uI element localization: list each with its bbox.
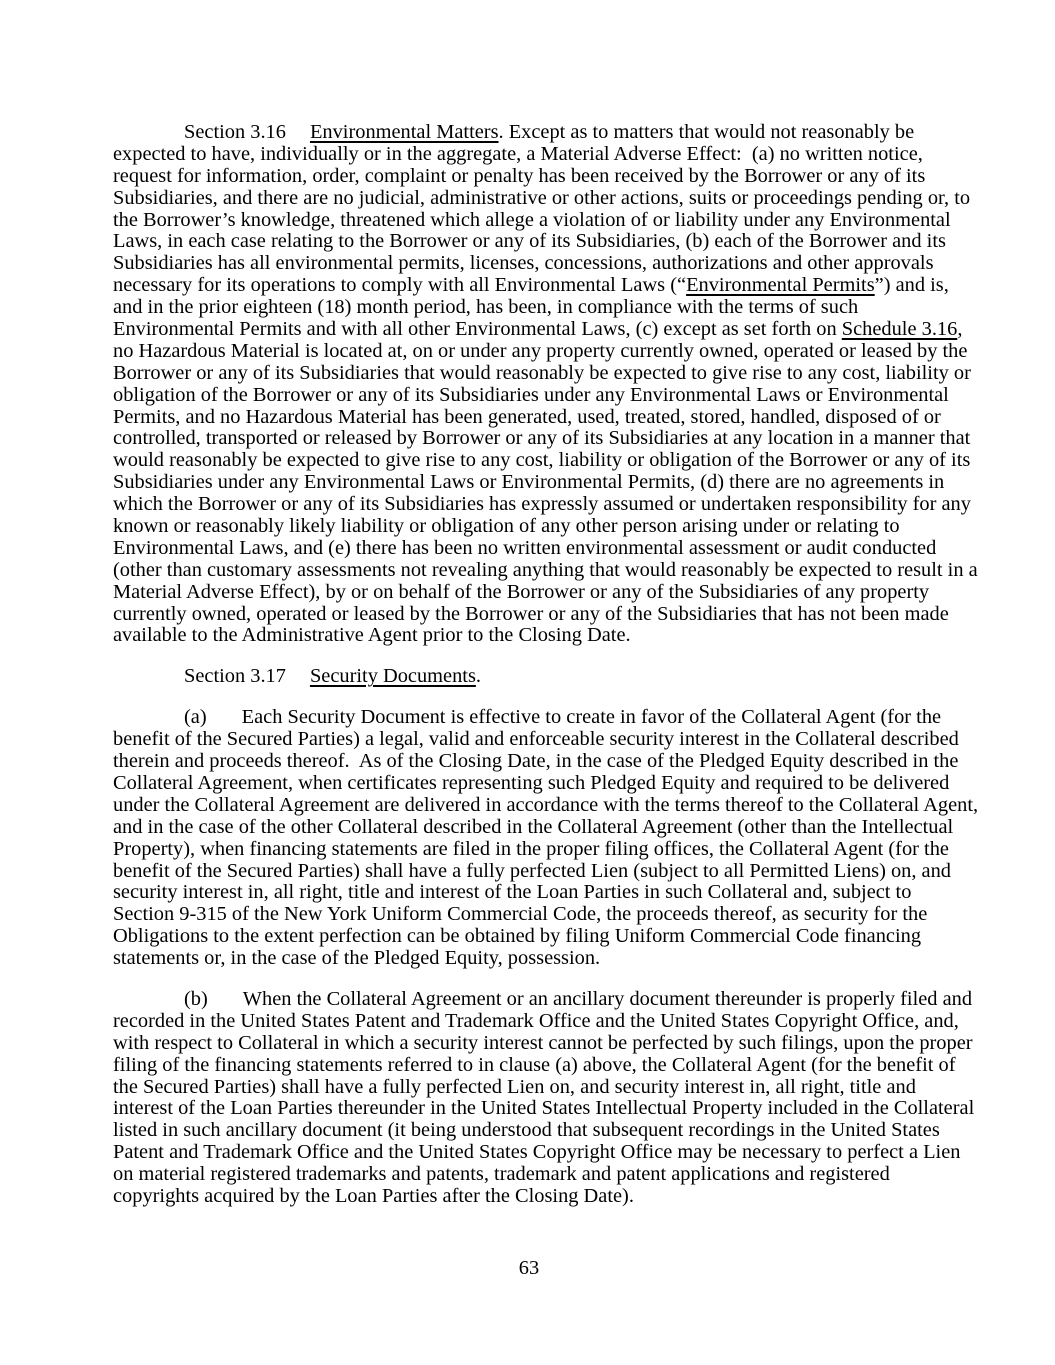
- underlined-text: Environmental Matters: [309, 121, 499, 143]
- text-line: benefit of the Secured Parties) a legal, valid and enforceable security interest in the Collateral described: [113, 728, 959, 751]
- text-line: Property), when financing statements are filed in the proper filing offices, the Collateral Agent (for the: [113, 837, 949, 860]
- text-line: Permits, and no Hazardous Material has been generated, used, treated, stored, handled, disposed of or: [113, 405, 941, 428]
- text-line: the Borrower’s knowledge, threatened which allege a violation of or liability under any Environmental: [113, 208, 951, 231]
- text-line: obligation of the Borrower or any of its Subsidiaries under any Environmental Laws or Environmental: [113, 383, 949, 406]
- tab-space: [286, 137, 310, 138]
- text-line: therein and proceeds thereof. As of the Closing Date, in the case of the Pledged Equity described in the: [113, 750, 959, 773]
- section-3-17-heading: [113, 666, 945, 688]
- text-line: Obligations to the extent perfection can be obtained by filing Uniform Commercial Code financing: [113, 925, 922, 948]
- text-line: copyrights acquired by the Loan Parties after the Closing Date).: [113, 1184, 634, 1207]
- text-line: interest of the Loan Parties thereunder in the United States Intellectual Property included in the Collateral: [113, 1097, 975, 1120]
- text-line: expected to have, individually or in the aggregate, a Material Adverse Effect: (a) no written notice,: [113, 142, 923, 165]
- text-line: which the Borrower or any of its Subsidiaries has expressly assumed or undertaken responsibility for any: [113, 493, 971, 516]
- tab-space: [286, 681, 310, 682]
- text-line: filing of the financing statements referred to in clause (a) above, the Collateral Agent (for the benefit of: [113, 1053, 956, 1076]
- underlined-text: Schedule 3.16: [841, 318, 958, 341]
- text-line: recorded in the United States Patent and Trademark Office and the United States Copyright Office, and,: [113, 1009, 959, 1032]
- text-line: currently owned, operated or leased by the Borrower or any of the Subsidiaries that has not been made: [113, 602, 949, 625]
- text-line: under the Collateral Agreement are delivered in accordance with the terms thereof to the Collateral Agent,: [113, 793, 979, 816]
- text-line: Borrower or any of its Subsidiaries that would reasonably be expected to give rise to any cost, liability or: [113, 361, 971, 384]
- text-line: with respect to Collateral in which a security interest cannot be perfected by such filings, upon the proper: [113, 1031, 973, 1054]
- text-line: available to the Administrative Agent prior to the Closing Date.: [113, 624, 631, 647]
- text-line: Environmental Permits and with all other Environmental Laws, (c) except as set forth on Schedule 3.16,: [113, 318, 963, 341]
- text-line: Environmental Laws, and (e) there has been no written environmental assessment or audit conducted: [113, 536, 937, 559]
- text-line: no Hazardous Material is located at, on or under any property currently owned, operated or leased by the: [113, 339, 968, 362]
- text-line: Subsidiaries under any Environmental Laws or Environmental Permits, (d) there are no agreements in: [113, 471, 945, 494]
- text-line: (other than customary assessments not revealing anything that would reasonably be expected to result in a: [113, 558, 978, 581]
- text-line: Laws, in each case relating to the Borrower or any of its Subsidiaries, (b) each of the Borrower and its: [113, 230, 946, 253]
- text-line: and in the prior eighteen (18) month period, has been, in compliance with the terms of such: [113, 296, 859, 319]
- text-line: Section 3.17 Security Documents.: [184, 665, 481, 688]
- text-line: Collateral Agreement, when certificates representing such Pledged Equity and required to be delivered: [113, 771, 950, 794]
- text-line: Section 3.16 Environmental Matters. Except as to matters that would not reasonably be: [184, 121, 915, 143]
- text-line: known or reasonably likely liability or obligation of any other person arising under or relating to: [113, 515, 900, 538]
- document-body: [113, 121, 979, 1280]
- section-3-16-environmental-matters: [113, 121, 978, 647]
- text-line: (a) Each Security Document is effective to create in favor of the Collateral Agent (for the: [184, 706, 942, 729]
- text-line: security interest in, all right, title and interest of the Loan Parties in such Collateral and, subject to: [113, 881, 912, 904]
- page-number: 63: [518, 1256, 540, 1279]
- text-line: listed in such ancillary document (it being understood that subsequent recordings in the United States: [113, 1119, 940, 1142]
- text-line: Patent and Trademark Office and the United States Copyright Office may be necessary to perfect a Lien: [113, 1141, 961, 1164]
- tab-space: [207, 722, 242, 723]
- section-3-17-paragraph-b: [113, 987, 975, 1208]
- underlined-text: Security Documents: [309, 665, 476, 688]
- text-line: the Secured Parties) shall have a fully perfected Lien on, and security interest in, all right, title and: [113, 1075, 916, 1098]
- text-line: Section 9-315 of the New York Uniform Commercial Code, the proceeds thereof, as security for the: [113, 903, 928, 926]
- text-line: controlled, transported or released by Borrower or any of its Subsidiaries at any location in a manner that: [113, 427, 971, 450]
- text-line: (b) When the Collateral Agreement or an ancillary document thereunder is properly filed and: [184, 987, 973, 1010]
- text-line: request for information, order, complaint or penalty has been received by the Borrower or any of its: [113, 164, 926, 187]
- text-line: necessary for its operations to comply with all Environmental Laws (“Environmental Permits”) and is,: [113, 274, 949, 297]
- text-line: Subsidiaries has all environmental permits, licenses, concessions, authorizations and other approvals: [113, 252, 934, 275]
- section-3-17-paragraph-a: [113, 706, 979, 970]
- text-line: would reasonably be expected to give rise to any cost, liability or obligation of the Borrower or any of its: [113, 449, 971, 472]
- text-line: Material Adverse Effect), by or on behalf of the Borrower or any of the Subsidiaries of any property: [113, 580, 930, 603]
- underlined-text: Environmental Permits: [686, 274, 875, 297]
- text-line: and in the case of the other Collateral described in the Collateral Agreement (other than the Intellectual: [113, 815, 954, 838]
- text-line: Subsidiaries, and there are no judicial, administrative or other actions, suits or proceedings pending or, to: [113, 186, 971, 209]
- text-line: benefit of the Secured Parties) shall have a fully perfected Lien (subject to all Permitted Liens) on, and: [113, 859, 951, 882]
- text-line: statements or, in the case of the Pledged Equity, possession.: [113, 947, 601, 970]
- tab-space: [208, 1004, 243, 1005]
- text-line: on material registered trademarks and patents, trademark and patent applications and registered: [113, 1163, 890, 1186]
